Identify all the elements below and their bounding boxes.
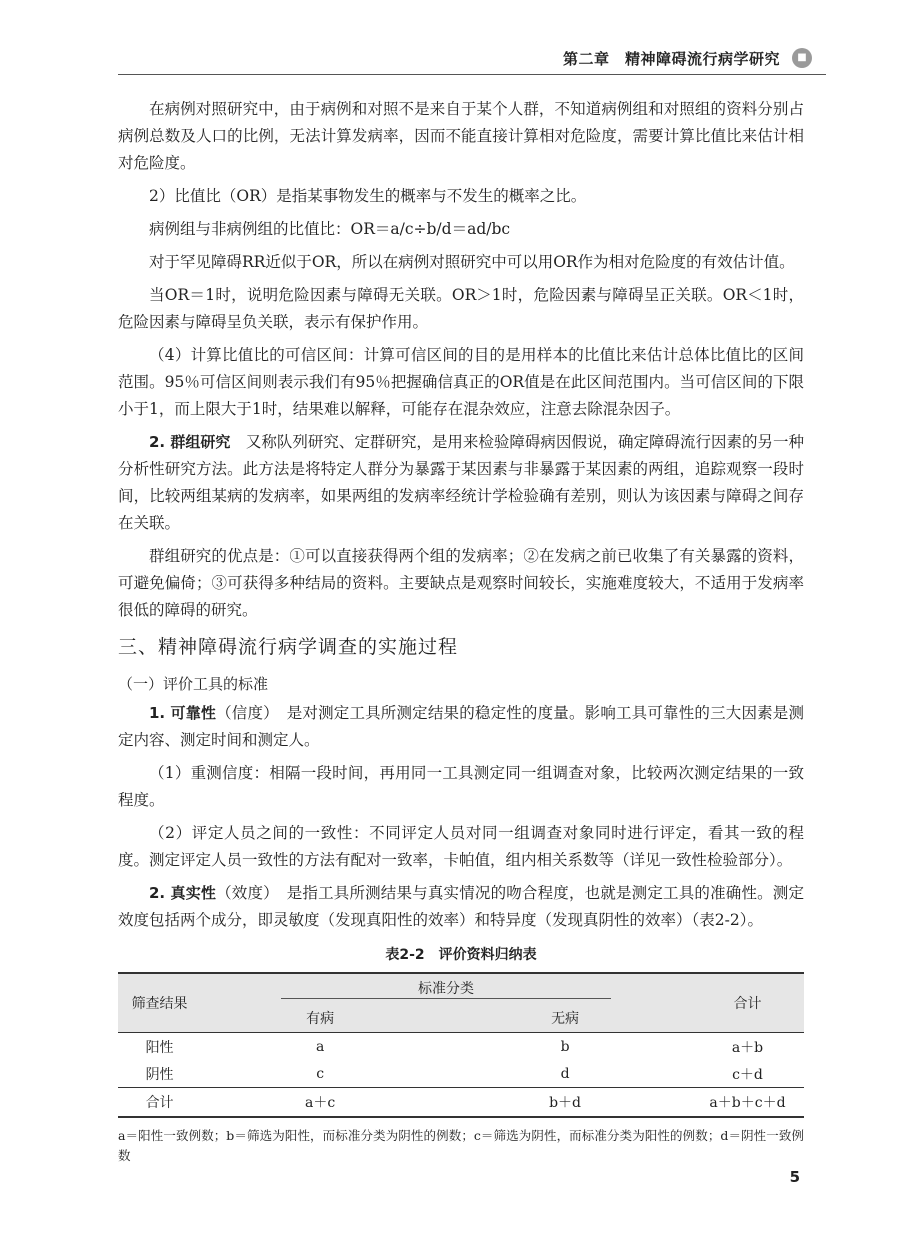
table-row bbox=[118, 1033, 804, 1061]
subcolumn-header: 有病 bbox=[201, 1003, 439, 1033]
paragraph: （2）评定人员之间的一致性：不同评定人员对同一组调查对象同时进行评定，看其一致的程度。测定评定人员一致性的方法有配对一致率，卡帕值，组内相关系数等（详见一致性检验部分）。 bbox=[118, 824, 804, 869]
evaluation-table bbox=[118, 972, 804, 1118]
paragraph-text: （信度） 是对测定工具所测定结果的稳定性的度量。影响工具可靠性的三大因素是测定内容、测定时间和测定人。 bbox=[118, 704, 804, 749]
paragraph-text: 又称队列研究、定群研究，是用来检验障碍病因假说，确定障碍流行因素的另一种分析性研究方法。此方法是将特定人群分为暴露于某因素与非暴露于某因素的两组，追踪观察一段时间，比较两组某病的发病率，如果两组的发病率经统计学检验确有差别，则认为该因素与障碍之间存在关联。 bbox=[118, 433, 804, 532]
table-cell: 阴性 bbox=[145, 1066, 174, 1083]
paragraph: 当OR＝1时，说明危险因素与障碍无关联。OR＞1时，危险因素与障碍呈正关联。OR＜1时，危险因素与障碍呈负关联，表示有保护作用。 bbox=[118, 286, 804, 331]
paragraph: 对于罕见障碍RR近似于OR，所以在病例对照研究中可以用OR作为相对危险度的有效估计值。 bbox=[149, 253, 795, 271]
paragraph: 2）比值比（OR）是指某事物发生的概率与不发生的概率之比。 bbox=[149, 187, 587, 205]
paragraph bbox=[118, 700, 804, 754]
table-total-row bbox=[118, 1088, 804, 1118]
subsection-title: （一）评价工具的标准 bbox=[118, 675, 269, 693]
group-header-label: 标准分类 bbox=[281, 978, 611, 999]
table-row bbox=[118, 1060, 804, 1088]
paragraph bbox=[118, 429, 804, 537]
table-cell: a＋b＋c＋d bbox=[691, 1088, 804, 1118]
term-heading: 2. 群组研究 bbox=[149, 433, 231, 451]
table-cell: a bbox=[315, 1038, 325, 1055]
table-cell: b bbox=[560, 1038, 570, 1055]
table-cell: d bbox=[560, 1065, 570, 1082]
paragraph: （4）计算比值比的可信区间：计算可信区间的目的是用样本的比值比来估计总体比值比的区间范围。95％可信区间则表示我们有95％把握确信真正的OR值是在此区间范围内。当可信区间的下限小于1，而上限大于1时，结果难以解释，可能存在混杂效应，注意去除混杂因子。 bbox=[118, 346, 804, 418]
table-cell: a＋c bbox=[201, 1088, 439, 1118]
table-cell: c bbox=[316, 1065, 325, 1082]
section-title: 三、精神障碍流行病学调查的实施过程 bbox=[118, 636, 459, 658]
paragraph-text: （效度） 是指工具所测结果与真实情况的吻合程度，也就是测定工具的准确性。测定效度包括两个成分，即灵敏度（发现真阳性的效率）和特异度（发现真阴性的效率）（表2-2）。 bbox=[118, 884, 804, 929]
table-cell: 合计 bbox=[118, 1088, 201, 1118]
paragraph: （1）重测信度：相隔一段时间，再用同一工具测定同一组调查对象，比较两次测定结果的一致程度。 bbox=[118, 764, 804, 809]
paragraph: 在病例对照研究中，由于病例和对照不是来自于某个人群，不知道病例组和对照组的资料分别占病例总数及人口的比例，无法计算发病率，因而不能直接计算相对危险度，需要计算比值比来估计相对危险度。 bbox=[118, 100, 804, 172]
table-cell: a＋b bbox=[731, 1039, 764, 1056]
chapter-title: 第二章 精神障碍流行病学研究 bbox=[562, 50, 780, 68]
page-number: 5 bbox=[789, 1168, 800, 1186]
column-header: 合计 bbox=[691, 973, 804, 1033]
table-note: a＝阳性一致例数；b＝筛选为阳性，而标准分类为阴性的例数；c＝筛选为阴性，而标准分类为阳性的例数；d＝阴性一致例数 bbox=[118, 1128, 804, 1163]
page-body bbox=[118, 96, 804, 1166]
table-caption: 表2-2 评价资料归纳表 bbox=[385, 947, 537, 963]
term-heading: 1. 可靠性 bbox=[149, 704, 217, 722]
column-group-header bbox=[201, 973, 691, 1003]
running-header bbox=[118, 44, 826, 75]
table-cell: 阳性 bbox=[145, 1039, 174, 1056]
column-header: 筛查结果 bbox=[118, 973, 201, 1033]
subcolumn-header: 无病 bbox=[439, 1003, 691, 1033]
table-cell: c＋d bbox=[732, 1066, 763, 1083]
table-cell: b＋d bbox=[439, 1088, 691, 1118]
formula-paragraph: 病例组与非病例组的比值比：OR＝a/c÷b/d＝ad/bc bbox=[149, 220, 511, 238]
paragraph: 群组研究的优点是：①可以直接获得两个组的发病率；②在发病之前已收集了有关暴露的资料，可避免偏倚；③可获得多种结局的资料。主要缺点是观察时间较长，实施难度较大，不适用于发病率很低的障碍的研究。 bbox=[118, 547, 804, 619]
paragraph bbox=[118, 880, 804, 934]
term-heading: 2. 真实性 bbox=[149, 884, 217, 902]
chapter-badge-icon: ■ bbox=[792, 48, 812, 68]
